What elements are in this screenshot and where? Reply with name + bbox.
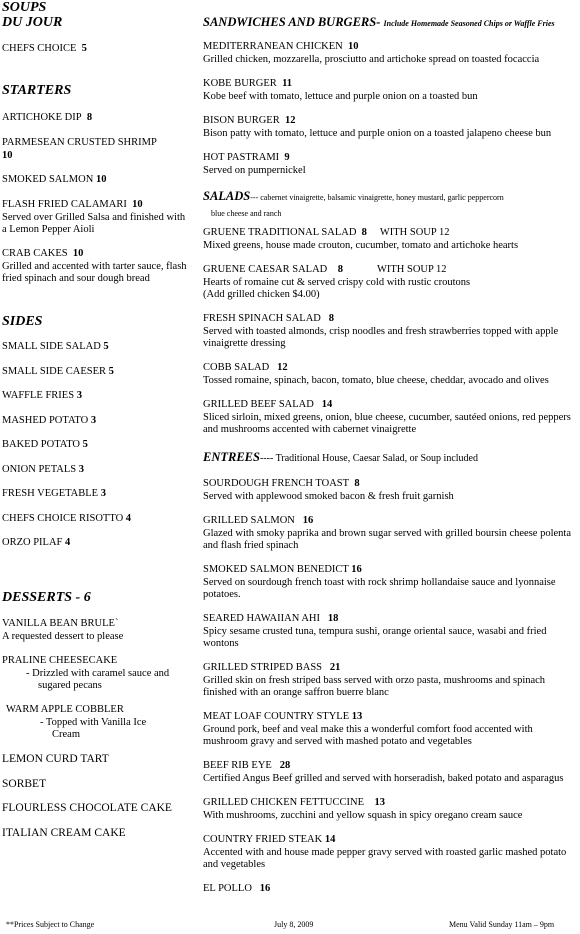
menu-item: COBB SALAD 12 Tossed romaine, spinach, bacon, tomato, blue cheese, cheddar, avocado and olives bbox=[203, 362, 549, 386]
menu-item: CHEFS CHOICE 5 bbox=[2, 43, 87, 54]
menu-item: GRILLED SALMON 16 Glazed with smoky paprika and brown sugar served with grilled boursin cheese polenta and flash fried spinach bbox=[203, 515, 571, 551]
item-description: Hearts of romaine cut & served crispy cold with rustic croutons bbox=[203, 276, 471, 288]
menu-item: ORZO PILAF 4 bbox=[2, 537, 71, 548]
entrees-title: ENTREES---- Traditional House, Caesar Salad, or Soup included bbox=[203, 450, 478, 464]
item-description: Served with applewood smoked bacon & fresh fruit garnish bbox=[203, 490, 454, 502]
salads-title: SALADS--- cabernet vinaigrette, balsamic vinaigrette, honey mustard, garlic peppercorn blue cheese and ranch bbox=[203, 189, 504, 218]
menu-item: SORBET bbox=[2, 778, 47, 790]
menu-item: FRESH VEGETABLE 3 bbox=[2, 488, 106, 499]
item-description: Ground pork, beef and veal make this a wonderful comfort food accented with mushroom gravy and served with mashed potato and vegetables bbox=[203, 723, 533, 747]
menu-item: CHEFS CHOICE RISOTTO 4 bbox=[2, 512, 132, 524]
menu-item: SMOKED SALMON 10 bbox=[2, 174, 107, 185]
menu-item: SMALL SIDE SALAD 5 bbox=[2, 341, 109, 352]
item-description: Served on sourdough french toast with rock shrimp hollandaise sauce and lyonnaise potatoes. bbox=[203, 576, 556, 600]
menu-item: GRUENE TRADITIONAL SALAD 8 WITH SOUP 12 Mixed greens, house made crouton, cucumber, tomato and artichoke hearts bbox=[203, 227, 519, 251]
footer-date: July 8, 2009 bbox=[274, 920, 314, 929]
menu-item: GRILLED CHICKEN FETTUCCINE 13 With mushrooms, zucchini and yellow squash in spicy oregano cream sauce bbox=[203, 797, 523, 821]
item-description: Sliced sirloin, mixed greens, onion, blue cheese, cucumber, sautéed onions, red peppers and mushrooms accented with cabernet vinaigrette bbox=[203, 411, 571, 435]
menu-item: ONION PETALS 3 bbox=[2, 463, 84, 475]
menu-item: GRILLED STRIPED BASS 21 Grilled skin on fresh striped bass served with orzo pasta, mushrooms and spinach finished with an orange saffron buerre blanc bbox=[203, 662, 546, 698]
item-description: Grilled and accented with tarter sauce, flash fried spinach and sour dough bread bbox=[2, 260, 187, 284]
item-description: Certified Angus Beef grilled and served with horseradish, baked potato and asparagus bbox=[203, 772, 564, 784]
menu-item: SEARED HAWAIIAN AHI 18 Spicy sesame crusted tuna, tempura sushi, orange oriental sauce, wasabi and fried wontons bbox=[203, 613, 547, 649]
footer-valid: Menu Valid Sunday 11am – 9pm bbox=[449, 920, 555, 929]
menu-item: EL POLLO 16 bbox=[203, 883, 271, 894]
item-description: A requested dessert to please bbox=[2, 630, 124, 642]
item-description: Glazed with smoky paprika and brown sugar served with grilled boursin cheese polenta and flash fried spinach bbox=[203, 527, 571, 551]
item-description: Accented with and house made pepper gravy served with roasted garlic mashed potato and vegetables bbox=[203, 846, 567, 870]
menu-item: MEAT LOAF COUNTRY STYLE 13 Ground pork, beef and veal make this a wonderful comfort food accented with mushroom gravy and served with mashed potato and vegetables bbox=[203, 711, 533, 747]
item-description: Spicy sesame crusted tuna, tempura sushi, orange oriental sauce, wasabi and fried wontons bbox=[203, 625, 547, 649]
menu-item: SOURDOUGH FRENCH TOAST 8 Served with applewood smoked bacon & fresh fruit garnish bbox=[203, 478, 454, 502]
sides-list bbox=[2, 341, 131, 562]
menu-item: LEMON CURD TART bbox=[2, 753, 109, 765]
menu-item: VANILLA BEAN BRULE` A requested dessert to please bbox=[2, 618, 124, 642]
item-description: Grilled skin on fresh striped bass served with orzo pasta, mushrooms and spinach finished with an orange saffron buerre blanc bbox=[203, 674, 546, 698]
menu-item: FLASH FRIED CALAMARI 10 Served over Grilled Salsa and finished with a Lemon Pepper Aioli bbox=[2, 199, 186, 235]
menu-item: ARTICHOKE DIP 8 bbox=[2, 112, 93, 123]
menu-item: SMALL SIDE CAESER 5 bbox=[2, 365, 114, 377]
menu-item: CRAB CAKES 10 Grilled and accented with tarter sauce, flash fried spinach and sour dough bread bbox=[2, 248, 187, 284]
starters-title: STARTERS bbox=[2, 83, 72, 98]
item-description: Served on pumpernickel bbox=[203, 164, 306, 176]
menu-item: MASHED POTATO 3 bbox=[2, 414, 97, 426]
menu-item: SMOKED SALMON BENEDICT 16 Served on sourdough french toast with rock shrimp hollandaise sauce and lyonnaise potatoes. bbox=[203, 564, 556, 600]
item-description: Bison patty with tomato, lettuce and purple onion on a toasted jalapeno cheese bun bbox=[203, 127, 552, 139]
menu-item: PRALINE CHEESECAKE - Drizzled with caramel sauce and sugared pecans bbox=[2, 655, 182, 693]
sandwiches-title: SANDWICHES AND BURGERS- Include Homemade Seasoned Chips or Waffle Fries bbox=[203, 15, 555, 29]
menu-item: MEDITERRANEAN CHICKEN 10 Grilled chicken, mozzarella, prosciutto and artichoke spread on toasted focaccia bbox=[203, 41, 540, 65]
menu-item: ITALIAN CREAM CAKE bbox=[2, 827, 126, 839]
item-description: Served with toasted almonds, crisp noodles and fresh strawberries topped with apple vinaigrette dressing bbox=[203, 325, 559, 349]
menu-item: COUNTRY FRIED STEAK 14 Accented with and house made pepper gravy served with roasted garlic mashed potato and vegetables bbox=[203, 834, 567, 870]
menu-item: KOBE BURGER 11 Kobe beef with tomato, lettuce and purple onion on a toasted bun bbox=[203, 78, 478, 102]
item-description: - Drizzled with caramel sauce and sugared pecans bbox=[26, 667, 170, 691]
menu-item: WARM APPLE COBBLER - Topped with Vanilla Ice Cream bbox=[6, 704, 166, 742]
menu-item: HOT PASTRAMI 9 Served on pumpernickel bbox=[203, 152, 306, 176]
item-description: Mixed greens, house made crouton, cucumber, tomato and artichoke hearts bbox=[203, 239, 519, 251]
item-description: Grilled chicken, mozzarella, prosciutto and artichoke spread on toasted focaccia bbox=[203, 53, 540, 65]
menu-item: BEEF RIB EYE 28 Certified Angus Beef grilled and served with horseradish, baked potato and asparagus bbox=[203, 760, 564, 784]
menu-item: BISON BURGER 12 Bison patty with tomato, lettuce and purple onion on a toasted jalapeno cheese bun bbox=[203, 115, 552, 139]
soups-title: SOUPS DU JOUR bbox=[2, 0, 63, 30]
item-description: (Add grilled chicken $4.00) bbox=[203, 289, 320, 300]
menu-item: WAFFLE FRIES 3 bbox=[2, 390, 82, 401]
menu-item: FRESH SPINACH SALAD 8 Served with toasted almonds, crisp noodles and fresh strawberries topped with apple vinaigrette dressing bbox=[203, 313, 559, 349]
menu-item: FLOURLESS CHOCOLATE CAKE bbox=[2, 802, 172, 814]
item-description: Kobe beef with tomato, lettuce and purple onion on a toasted bun bbox=[203, 90, 478, 102]
desserts-title: DESSERTS - 6 bbox=[2, 590, 91, 605]
sides-title: SIDES bbox=[2, 314, 43, 329]
menu-item: GRILLED BEEF SALAD 14 Sliced sirloin, mixed greens, onion, blue cheese, cucumber, sautéed onions, red peppers and mushrooms accented with cabernet vinaigrette bbox=[203, 399, 571, 435]
item-description: Tossed romaine, spinach, bacon, tomato, blue cheese, cheddar, avocado and olives bbox=[203, 374, 549, 386]
menu-item: BAKED POTATO 5 bbox=[2, 439, 88, 450]
menu-item: PARMESEAN CRUSTED SHRIMP 10 bbox=[2, 137, 157, 161]
footer-note: **Prices Subject to Change bbox=[6, 920, 95, 929]
item-description: - Topped with Vanilla Ice Cream bbox=[40, 716, 147, 740]
item-description: Served over Grilled Salsa and finished with a Lemon Pepper Aioli bbox=[2, 211, 186, 235]
item-description: With mushrooms, zucchini and yellow squash in spicy oregano cream sauce bbox=[203, 809, 523, 821]
menu-item: GRUENE CAESAR SALAD 8 WITH SOUP 12 Hearts of romaine cut & served crispy cold with rustic croutons (Add grilled chicken $4.00) bbox=[203, 264, 471, 300]
